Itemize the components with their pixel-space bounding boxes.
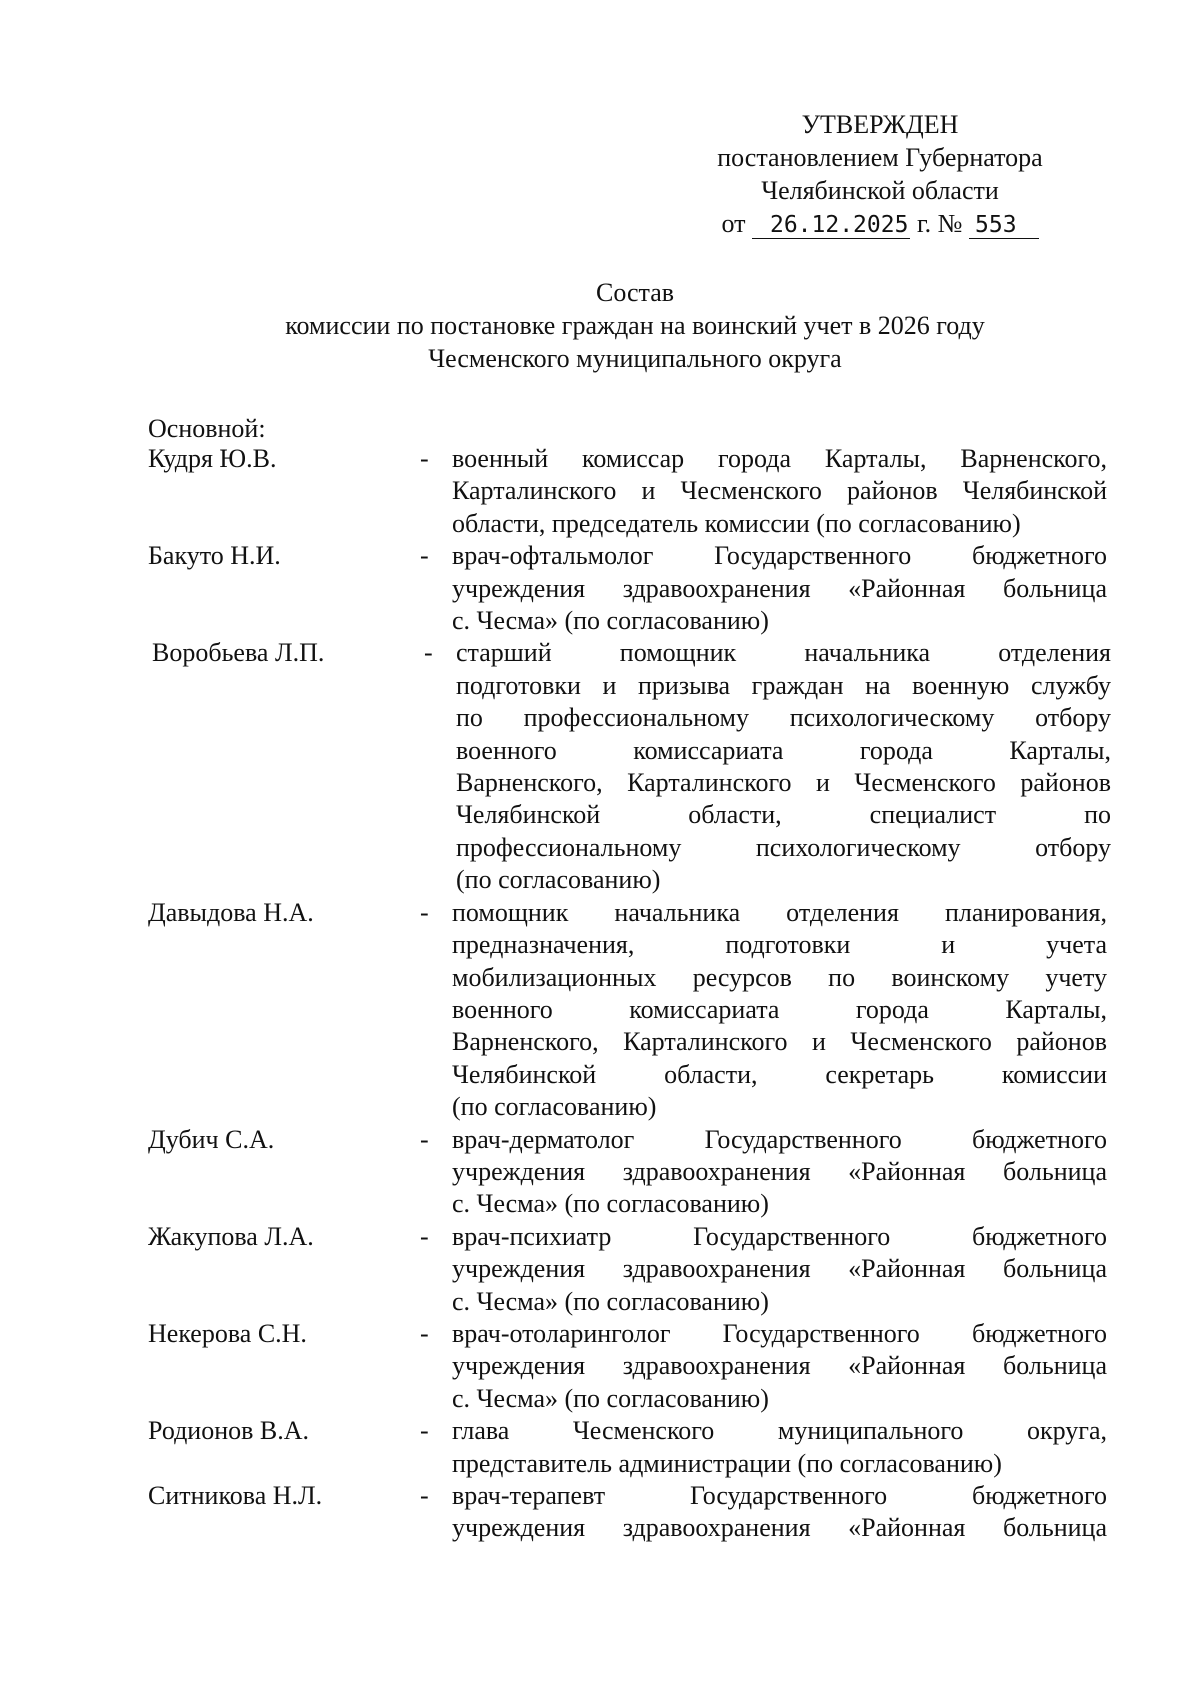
member-role-line: области, председатель комиссии (по согласованию) <box>452 508 1021 538</box>
member-role-line: врач-дерматолог Государственного бюджетного <box>452 1124 1107 1154</box>
member-role-line: (по согласованию) <box>456 865 661 895</box>
member-name: Родионов В.А. <box>148 1416 310 1446</box>
member-name: Жакупова Л.А. <box>148 1221 314 1251</box>
member-role-line: учреждения здравоохранения «Районная больница <box>452 1351 1107 1381</box>
member-name: Давыдова Н.А. <box>148 897 314 927</box>
member-role-line: представитель администрации (по согласованию) <box>452 1448 1002 1478</box>
section-label: Основной: <box>148 414 266 443</box>
approval-number: 553 <box>969 212 1039 239</box>
member-role-line: военного комиссариата города Карталы, <box>452 994 1107 1024</box>
member-role <box>452 1415 1107 1480</box>
approval-from-label: от <box>721 209 746 238</box>
member-dash: - <box>420 1481 429 1510</box>
member-role-line: учреждения здравоохранения «Районная больница <box>452 1156 1107 1186</box>
member-dash: - <box>420 1124 429 1154</box>
member-row <box>148 637 1118 896</box>
member-role <box>452 443 1107 540</box>
member-role-line: врач-психиатр Государственного бюджетного <box>452 1221 1107 1251</box>
member-role-line: старший помощник начальника отделения <box>456 638 1111 668</box>
member-role-line: военный комиссар города Карталы, Варненского, <box>452 444 1107 473</box>
member-name: Кудря Ю.В. <box>148 444 277 473</box>
member-row <box>148 1221 1118 1318</box>
member-dash: - <box>420 541 429 571</box>
member-role-line: врач-терапевт Государственного бюджетного <box>452 1481 1107 1510</box>
member-name: Ситникова Н.Л. <box>148 1481 323 1510</box>
member-role-line: Карталинского и Чесменского районов Челябинской <box>452 476 1107 506</box>
member-role-line: с. Чесма» (по согласованию) <box>452 1286 769 1316</box>
member-row <box>148 1415 1118 1480</box>
member-row <box>148 1480 1118 1545</box>
members-list <box>148 443 1118 1545</box>
member-dash: - <box>420 1221 429 1251</box>
member-role-line: учреждения здравоохранения «Районная больница <box>452 573 1107 603</box>
member-role-line: военного комиссариата города Карталы, <box>456 735 1111 765</box>
member-dash: - <box>420 897 429 927</box>
approval-block <box>690 108 1070 240</box>
member-row <box>148 540 1118 637</box>
member-role <box>452 897 1107 1124</box>
member-role-line: Варненского, Карталинского и Чесменского районов <box>456 768 1111 798</box>
member-role <box>452 1124 1107 1221</box>
member-role-line: с. Чесма» (по согласованию) <box>452 606 769 636</box>
member-role-line: помощник начальника отделения планирования, <box>452 897 1107 927</box>
member-role-line: Варненского, Карталинского и Чесменского районов <box>452 1027 1107 1057</box>
member-role-line: предназначения, подготовки и учета <box>452 930 1107 960</box>
member-dash: - <box>424 638 433 668</box>
member-name: Воробьева Л.П. <box>152 638 325 668</box>
approval-line-2: Челябинской области <box>761 176 999 205</box>
member-role-line: врач-отоларинголог Государственного бюджетного <box>452 1318 1107 1348</box>
member-name: Бакуто Н.И. <box>148 541 281 571</box>
member-row <box>148 1318 1118 1415</box>
member-role-line: врач-офтальмолог Государственного бюджетного <box>452 541 1107 571</box>
title-heading: Состав <box>595 278 675 307</box>
member-role-line: по профессиональному психологическому отбору <box>456 703 1111 733</box>
member-role-line: (по согласованию) <box>452 1092 657 1122</box>
member-role <box>456 637 1111 896</box>
member-role-line: Челябинской области, секретарь комиссии <box>452 1059 1107 1089</box>
member-role-line: мобилизационных ресурсов по воинскому учету <box>452 962 1107 992</box>
document-title <box>150 276 1120 375</box>
member-name: Некерова С.Н. <box>148 1318 307 1348</box>
member-role-line: Челябинской области, специалист по <box>456 800 1111 830</box>
approval-date-line <box>690 207 1070 240</box>
member-role-line: глава Чесменского муниципального округа, <box>452 1416 1107 1446</box>
member-dash: - <box>420 1318 429 1348</box>
approval-line-1: постановлением Губернатора <box>717 143 1043 172</box>
member-role <box>452 1318 1107 1415</box>
approval-year-suffix: г. № <box>916 209 963 238</box>
member-row <box>148 1124 1118 1221</box>
member-role-line: профессиональному психологическому отбору <box>456 832 1111 862</box>
member-role-line: учреждения здравоохранения «Районная больница <box>452 1513 1107 1543</box>
member-role-line: подготовки и призыва граждан на военную службу <box>456 670 1111 700</box>
member-row <box>148 897 1118 1124</box>
member-role-line: с. Чесма» (по согласованию) <box>452 1383 769 1413</box>
title-line-1: комиссии по постановке граждан на воинский учет в 2026 году <box>285 311 985 340</box>
approval-title: УТВЕРЖДЕН <box>801 110 959 139</box>
title-line-2: Чесменского муниципального округа <box>428 344 842 373</box>
member-row <box>148 443 1118 540</box>
approval-date: 26.12.2025 <box>752 212 910 239</box>
member-role-line: учреждения здравоохранения «Районная больница <box>452 1254 1107 1284</box>
member-name: Дубич С.А. <box>148 1124 275 1154</box>
member-role-line: с. Чесма» (по согласованию) <box>452 1189 769 1219</box>
member-dash: - <box>420 1416 429 1446</box>
member-role <box>452 540 1107 637</box>
member-role <box>452 1221 1107 1318</box>
member-role <box>452 1480 1107 1545</box>
member-dash: - <box>420 444 429 473</box>
